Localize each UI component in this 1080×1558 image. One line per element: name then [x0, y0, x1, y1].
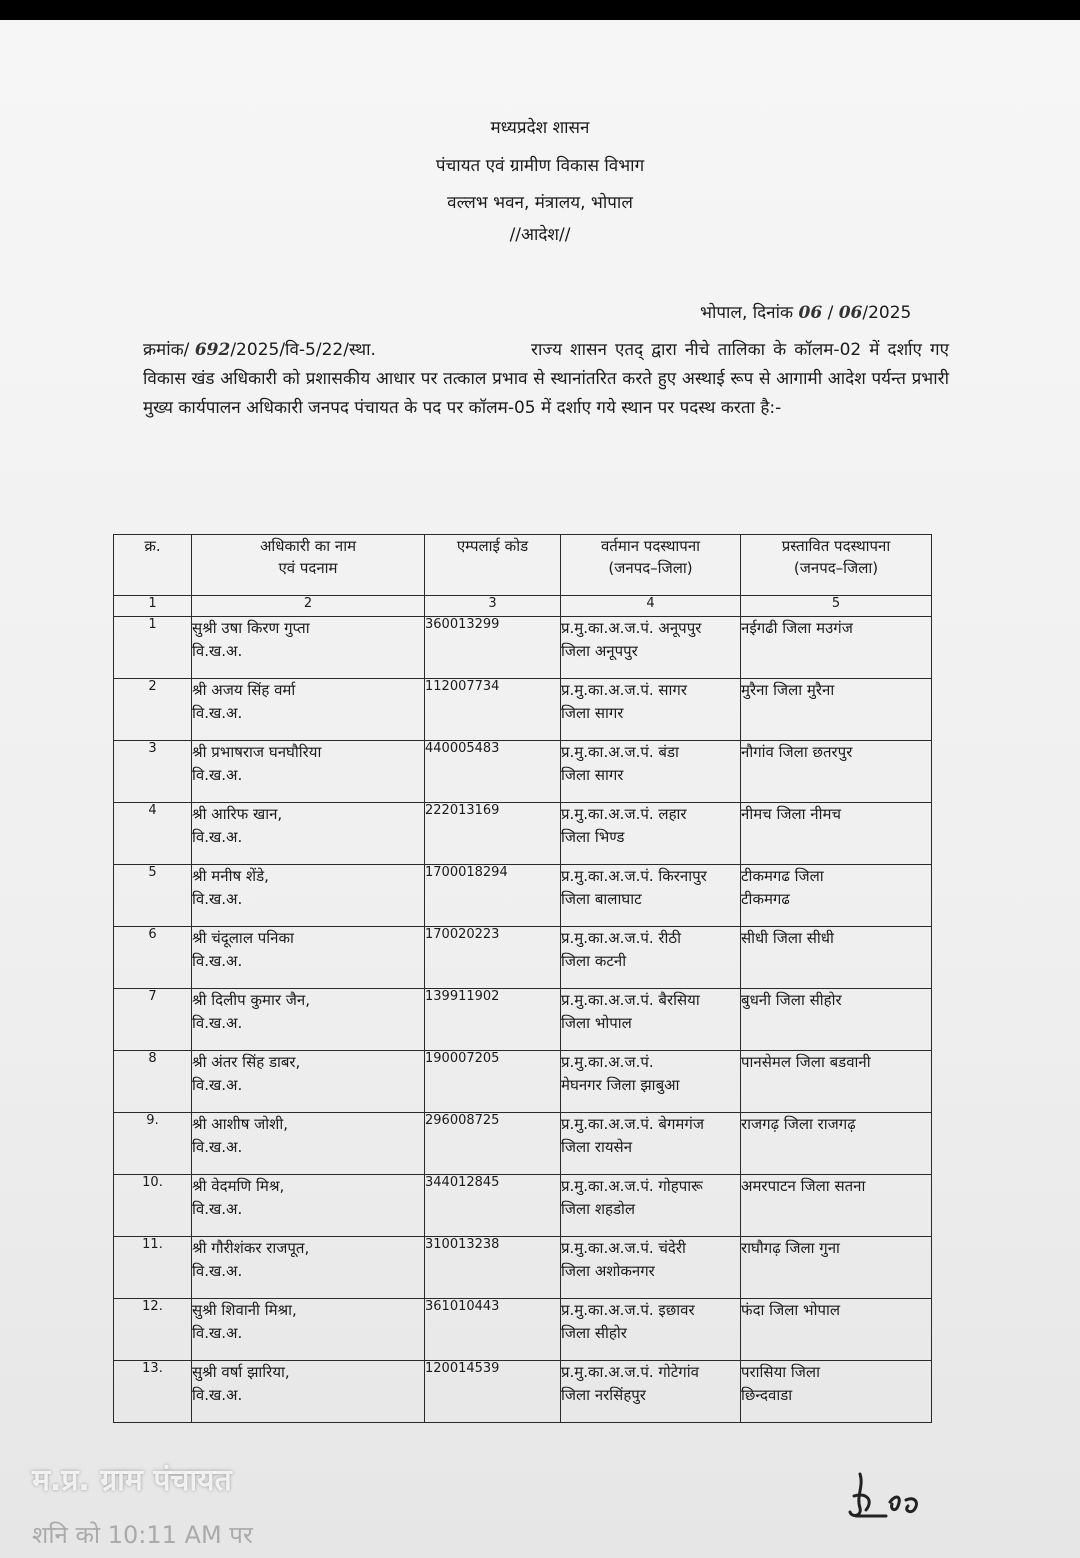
current-posting-l2: मेघनगर जिला झाबुआ [561, 1076, 680, 1094]
header-proposed-l2: (जनपद–जिला) [793, 559, 879, 577]
table-header-row [114, 535, 932, 596]
col-number: 4 [561, 596, 741, 617]
current-posting-l1: प्र.मु.का.अ.ज.पं. इछावर [561, 1301, 695, 1319]
proposed-posting-l1: फंदा जिला भोपाल [741, 1301, 841, 1319]
current-posting-l1: प्र.मु.का.अ.ज.पं. अनूपपुर [561, 619, 702, 637]
row-officer [192, 1051, 425, 1113]
row-proposed-posting [741, 865, 932, 927]
row-employee-code: 344012845 [425, 1175, 561, 1237]
current-posting-l2: जिला सागर [561, 766, 624, 784]
ref-suffix: /2025/वि-5/22/स्था. [230, 340, 376, 360]
header-govt: मध्यप्रदेश शासन [490, 118, 590, 138]
table-row [114, 927, 932, 989]
officer-designation: वि.ख.अ. [192, 1324, 243, 1342]
row-serial: 8 [114, 1051, 192, 1113]
proposed-posting-l1: परासिया जिला [741, 1363, 820, 1381]
row-employee-code: 112007734 [425, 679, 561, 741]
officer-name: श्री वेदमणि मिश्र, [192, 1177, 285, 1195]
proposed-posting-l2: छिन्दवाडा [741, 1386, 793, 1404]
officer-designation: वि.ख.अ. [192, 952, 243, 970]
row-employee-code: 361010443 [425, 1299, 561, 1361]
row-serial: 12. [114, 1299, 192, 1361]
table-row [114, 1361, 932, 1423]
header-code [425, 535, 561, 596]
officer-designation: वि.ख.अ. [192, 1262, 243, 1280]
table-row [114, 803, 932, 865]
officer-name: श्री अंतर सिंह डाबर, [192, 1053, 301, 1071]
header-sn-text: क्र. [144, 537, 161, 555]
current-posting-l1: प्र.मु.का.अ.ज.पं. लहार [561, 805, 687, 823]
proposed-posting-l1: नौगांव जिला छतरपुर [741, 743, 853, 761]
row-officer [192, 803, 425, 865]
signature-icon [846, 1466, 930, 1526]
channel-watermark: म.प्र. ग्राम पंचायत [32, 1463, 232, 1498]
officer-name: श्री अजय सिंह वर्मा [192, 681, 296, 699]
row-current-posting [561, 1237, 741, 1299]
row-proposed-posting [741, 927, 932, 989]
row-proposed-posting [741, 1361, 932, 1423]
table-row [114, 679, 932, 741]
ref-number: 692 [194, 340, 231, 360]
current-posting-l1: प्र.मु.का.अ.ज.पं. बेगमगंज [561, 1115, 704, 1133]
officer-designation: वि.ख.अ. [192, 1014, 243, 1032]
proposed-posting-l1: अमरपाटन जिला सतना [741, 1177, 866, 1195]
header-current [561, 535, 741, 596]
header-department: पंचायत एवं ग्रामीण विकास विभाग [435, 156, 645, 176]
row-officer [192, 617, 425, 679]
header-address: वल्लभ भवन, मंत्रालय, भोपाल [447, 193, 633, 213]
row-proposed-posting [741, 617, 932, 679]
row-current-posting [561, 1361, 741, 1423]
current-posting-l2: जिला नरसिंहपुर [561, 1386, 646, 1404]
date-day: 06 [798, 303, 823, 323]
current-posting-l2: जिला सागर [561, 704, 624, 722]
current-posting-l2: जिला अनूपपुर [561, 642, 638, 660]
proposed-posting-l1: सीधी जिला सीधी [741, 929, 834, 947]
header-name [192, 535, 425, 596]
current-posting-l1: प्र.मु.का.अ.ज.पं. चंदेरी [561, 1239, 686, 1257]
row-employee-code: 360013299 [425, 617, 561, 679]
date-prefix: भोपाल, दिनांक [700, 303, 794, 323]
row-current-posting [561, 1299, 741, 1361]
row-officer [192, 741, 425, 803]
header-name-l1: अधिकारी का नाम [259, 537, 357, 555]
row-officer [192, 679, 425, 741]
row-current-posting [561, 617, 741, 679]
column-number-row [114, 596, 932, 617]
officer-name: श्री गौरीशंकर राजपूत, [192, 1239, 310, 1257]
officer-designation: वि.ख.अ. [192, 704, 243, 722]
row-serial: 11. [114, 1237, 192, 1299]
current-posting-l1: प्र.मु.का.अ.ज.पं. गोहपारू [561, 1177, 703, 1195]
row-proposed-posting [741, 741, 932, 803]
order-date [700, 300, 911, 323]
officer-designation: वि.ख.अ. [192, 1138, 243, 1156]
current-posting-l1: प्र.मु.का.अ.ज.पं. गोटेगांव [561, 1363, 699, 1381]
proposed-posting-l1: बुधनी जिला सीहोर [741, 991, 842, 1009]
officer-name: श्री दिलीप कुमार जैन, [192, 991, 310, 1009]
table-row [114, 1175, 932, 1237]
col-number: 3 [425, 596, 561, 617]
officer-name: श्री आरिफ खान, [192, 805, 283, 823]
officer-designation: वि.ख.अ. [192, 1386, 243, 1404]
row-serial: 4 [114, 803, 192, 865]
proposed-posting-l1: राघौगढ़ जिला गुना [741, 1239, 840, 1257]
current-posting-l2: जिला कटनी [561, 952, 627, 970]
current-posting-l2: जिला बालाघाट [561, 890, 642, 908]
proposed-posting-l1: मुरैना जिला मुरैना [741, 681, 835, 699]
order-text: राज्य शासन एतद् द्वारा नीचे तालिका के कॉलम-02 में दर्शाए गए विकास खंड अधिकारी को प्रशासकीय आधार पर तत्काल प्रभाव से स्थानांतरित करते हुए अस्थाई रूप से आगामी आदेश पर्यन्त प्रभारी मुख्य कार्यपालन अधिकारी जनपद पंचायत के पद पर कॉलम-05 में दर्शाए गये स्थान पर पदस्थ करता है:- [143, 340, 949, 418]
current-posting-l1: प्र.मु.का.अ.ज.पं. [561, 1053, 654, 1071]
row-current-posting [561, 1051, 741, 1113]
proposed-posting-l1: पानसेमल जिला बडवानी [741, 1053, 871, 1071]
row-employee-code: 296008725 [425, 1113, 561, 1175]
table-row [114, 989, 932, 1051]
current-posting-l1: प्र.मु.का.अ.ज.पं. बंडा [561, 743, 679, 761]
date-month: 06 [838, 303, 863, 323]
timestamp-overlay: शनि को 10:11 AM पर [32, 1521, 253, 1549]
current-posting-l1: प्र.मु.का.अ.ज.पं. बैरसिया [561, 991, 700, 1009]
date-sep: / [827, 303, 834, 323]
row-employee-code: 310013238 [425, 1237, 561, 1299]
header-current-l2: (जनपद–जिला) [608, 559, 693, 577]
row-current-posting [561, 989, 741, 1051]
row-current-posting [561, 1175, 741, 1237]
officer-designation: वि.ख.अ. [192, 890, 243, 908]
proposed-posting-l1: नीमच जिला नीमच [741, 805, 842, 823]
row-proposed-posting [741, 1299, 932, 1361]
row-proposed-posting [741, 1051, 932, 1113]
table-row [114, 1051, 932, 1113]
officer-designation: वि.ख.अ. [192, 1200, 243, 1218]
current-posting-l2: जिला सीहोर [561, 1324, 627, 1342]
officer-name: सुश्री उषा किरण गुप्ता [192, 619, 310, 637]
current-posting-l1: प्र.मु.का.अ.ज.पं. किरनापुर [561, 867, 707, 885]
row-proposed-posting [741, 1113, 932, 1175]
row-proposed-posting [741, 1237, 932, 1299]
row-employee-code: 222013169 [425, 803, 561, 865]
proposed-posting-l1: टीकमगढ जिला [741, 867, 824, 885]
officer-name: सुश्री शिवानी मिश्रा, [192, 1301, 297, 1319]
officer-designation: वि.ख.अ. [192, 642, 243, 660]
current-posting-l2: जिला रायसेन [561, 1138, 633, 1156]
row-officer [192, 989, 425, 1051]
officer-designation: वि.ख.अ. [192, 828, 243, 846]
date-year: /2025 [862, 303, 912, 323]
row-proposed-posting [741, 803, 932, 865]
transfer-table [113, 534, 932, 1423]
top-status-bar [0, 0, 1080, 20]
row-serial: 10. [114, 1175, 192, 1237]
proposed-posting-l2: टीकमगढ [741, 890, 790, 908]
row-serial: 2 [114, 679, 192, 741]
row-serial: 9. [114, 1113, 192, 1175]
header-sn [114, 535, 192, 596]
current-posting-l2: जिला भिण्ड [561, 828, 625, 846]
row-current-posting [561, 1113, 741, 1175]
current-posting-l1: प्र.मु.का.अ.ज.पं. रीठी [561, 929, 682, 947]
row-employee-code: 1700018294 [425, 865, 561, 927]
row-proposed-posting [741, 1175, 932, 1237]
current-posting-l2: जिला भोपाल [561, 1014, 632, 1032]
row-serial: 1 [114, 617, 192, 679]
row-employee-code: 440005483 [425, 741, 561, 803]
row-officer [192, 1237, 425, 1299]
row-proposed-posting [741, 989, 932, 1051]
row-current-posting [561, 927, 741, 989]
proposed-posting-l1: नईगढी जिला मउगंज [741, 619, 853, 637]
col-number: 1 [114, 596, 192, 617]
officer-designation: वि.ख.अ. [192, 1076, 243, 1094]
row-officer [192, 865, 425, 927]
officer-name: श्री आशीष जोशी, [192, 1115, 288, 1133]
row-serial: 5 [114, 865, 192, 927]
row-officer [192, 1113, 425, 1175]
current-posting-l2: जिला अशोकनगर [561, 1262, 655, 1280]
table-row [114, 1113, 932, 1175]
row-officer [192, 1175, 425, 1237]
row-employee-code: 120014539 [425, 1361, 561, 1423]
row-current-posting [561, 865, 741, 927]
row-officer [192, 1361, 425, 1423]
row-employee-code: 190007205 [425, 1051, 561, 1113]
row-employee-code: 170020223 [425, 927, 561, 989]
header-current-l1: वर्तमान पदस्थापना [600, 537, 701, 555]
officer-name: श्री मनीष शेंडे, [192, 867, 269, 885]
row-officer [192, 927, 425, 989]
header-proposed-l1: प्रस्तावित पदस्थापना [781, 537, 891, 555]
header-proposed [741, 535, 932, 596]
header-order-title: //आदेश// [509, 225, 571, 245]
table-row [114, 1237, 932, 1299]
table-row [114, 865, 932, 927]
row-current-posting [561, 803, 741, 865]
order-reference [143, 336, 531, 365]
row-serial: 6 [114, 927, 192, 989]
current-posting-l2: जिला शहडोल [561, 1200, 636, 1218]
row-current-posting [561, 679, 741, 741]
ref-prefix: क्रमांक/ [143, 340, 190, 360]
officer-name: श्री चंदूलाल पनिका [192, 929, 294, 947]
row-proposed-posting [741, 679, 932, 741]
col-number: 2 [192, 596, 425, 617]
current-posting-l1: प्र.मु.का.अ.ज.पं. सागर [561, 681, 688, 699]
officer-designation: वि.ख.अ. [192, 766, 243, 784]
row-serial: 13. [114, 1361, 192, 1423]
header-name-l2: एवं पदनाम [278, 559, 338, 577]
officer-name: सुश्री वर्षा झारिया, [192, 1363, 290, 1381]
row-current-posting [561, 741, 741, 803]
header-code-text: एम्पलाई कोड [456, 537, 529, 555]
proposed-posting-l1: राजगढ़ जिला राजगढ़ [741, 1115, 856, 1133]
table-row [114, 741, 932, 803]
order-paragraph [143, 336, 949, 423]
col-number: 5 [741, 596, 932, 617]
order-document [0, 20, 1080, 1558]
row-serial: 3 [114, 741, 192, 803]
table-row [114, 617, 932, 679]
table-row [114, 1299, 932, 1361]
row-officer [192, 1299, 425, 1361]
officer-name: श्री प्रभाषराज घनघौरिया [192, 743, 322, 761]
row-employee-code: 139911902 [425, 989, 561, 1051]
row-serial: 7 [114, 989, 192, 1051]
